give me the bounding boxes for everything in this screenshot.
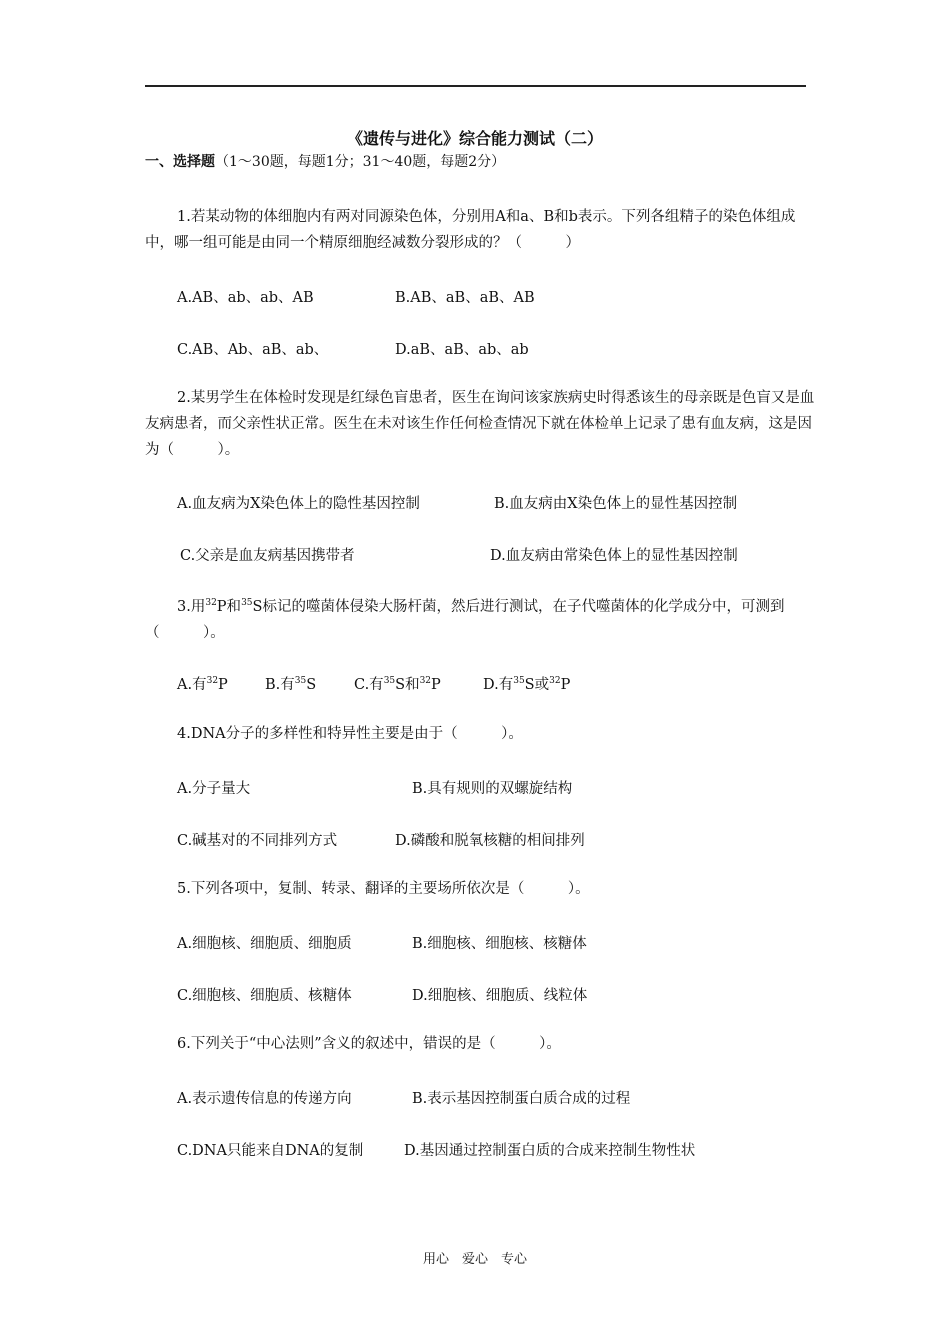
section-label: 一、选择题	[145, 154, 215, 170]
option-text: P	[560, 677, 571, 693]
option-a: A.细胞核、细胞质、细胞质	[177, 936, 352, 952]
question-text: 1.若某动物的体细胞内有两对同源染色体，分别用A和a、B和b表示。下列各组精子的染色体组成中，哪一组可能是由同一个精原细胞经减数分裂形成的？（ ）	[145, 209, 796, 251]
option-d: D.血友病由常染色体上的显性基因控制	[490, 548, 738, 564]
option-d: D.基因通过控制蛋白质的合成来控制生物性状	[404, 1143, 696, 1159]
question-text: 5.下列各项中，复制、转录、翻译的主要场所依次是（ ）。	[177, 881, 590, 897]
option-text: D.有	[483, 677, 514, 693]
question-text-part: 3.用	[177, 599, 206, 615]
page-title: 《遗传与进化》综合能力测试（二）	[346, 129, 603, 148]
option-text: S和	[395, 677, 420, 693]
option-text: S	[306, 677, 317, 693]
option-c: C.AB、Ab、aB、ab、	[177, 342, 329, 358]
question-stem	[145, 385, 815, 463]
section-note: （1～30题，每题1分；31～40题，每题2分）	[215, 154, 506, 170]
option-text: B.有	[265, 677, 295, 693]
option-a: A.分子量大	[177, 781, 251, 797]
question-text: 2.某男学生在体检时发现是红绿色盲患者，医生在询问该家族病史时得悉该生的母亲既是色盲又是血友病患者，而父亲性状正常。医生在未对该生作任何检查情况下就在体检单上记录了患有血友病，这是因为（ ）。	[145, 390, 815, 458]
option-text: C.有	[354, 677, 384, 693]
option-b: B.细胞核、细胞核、核糖体	[412, 936, 587, 952]
superscript: 35	[383, 676, 396, 686]
page-footer: 用心 爱心 专心	[422, 1252, 527, 1267]
question-stem	[145, 204, 815, 256]
option-c: C.碱基对的不同排列方式	[177, 833, 338, 849]
question-text-part: P和	[216, 599, 242, 615]
superscript: 32	[419, 676, 432, 686]
question-stem	[145, 594, 815, 646]
option-d: D.磷酸和脱氧核糖的相间排列	[395, 833, 585, 849]
option-c: C.DNA只能来自DNA的复制	[177, 1143, 364, 1159]
option-b: B.具有规则的双螺旋结构	[412, 781, 573, 797]
option-c: C.父亲是血友病基因携带者	[180, 548, 355, 564]
option-text: P	[431, 677, 441, 693]
option-d	[483, 673, 570, 694]
question-text-part: S标记的噬菌体侵染大肠杆菌，然后进行测试，在子代噬菌体的化学成分中，可测到（ ）。	[145, 599, 785, 641]
option-b	[265, 673, 316, 694]
option-text: S或	[524, 677, 550, 693]
option-d: D.细胞核、细胞质、线粒体	[412, 988, 588, 1004]
header-rule	[145, 85, 806, 87]
option-b: B.血友病由X染色体上的显性基因控制	[494, 496, 738, 512]
superscript: 35	[241, 598, 253, 608]
option-b: B.表示基因控制蛋白质合成的过程	[412, 1091, 631, 1107]
section-heading	[145, 151, 505, 171]
option-a	[177, 673, 228, 694]
question-text: 4.DNA分子的多样性和特异性主要是由于（ ）。	[177, 726, 523, 742]
option-a: A.AB、ab、ab、AB	[177, 290, 314, 306]
superscript: 32	[549, 676, 561, 686]
option-b: B.AB、aB、aB、AB	[395, 290, 535, 306]
option-d: D.aB、aB、ab、ab	[395, 342, 529, 358]
question-stem	[145, 876, 815, 902]
option-c: C.细胞核、细胞质、核糖体	[177, 988, 352, 1004]
question-stem	[145, 721, 815, 747]
superscript: 32	[206, 676, 219, 686]
option-text: P	[218, 677, 228, 693]
superscript: 32	[205, 598, 217, 608]
option-a: A.血友病为X染色体上的隐性基因控制	[177, 496, 420, 512]
question-stem	[145, 1031, 815, 1057]
option-c	[354, 673, 441, 694]
option-a: A.表示遗传信息的传递方向	[177, 1091, 352, 1107]
question-text: 6.下列关于“中心法则”含义的叙述中，错误的是（ ）。	[177, 1036, 561, 1052]
option-text: A.有	[177, 677, 207, 693]
superscript: 35	[294, 676, 307, 686]
superscript: 35	[513, 676, 525, 686]
